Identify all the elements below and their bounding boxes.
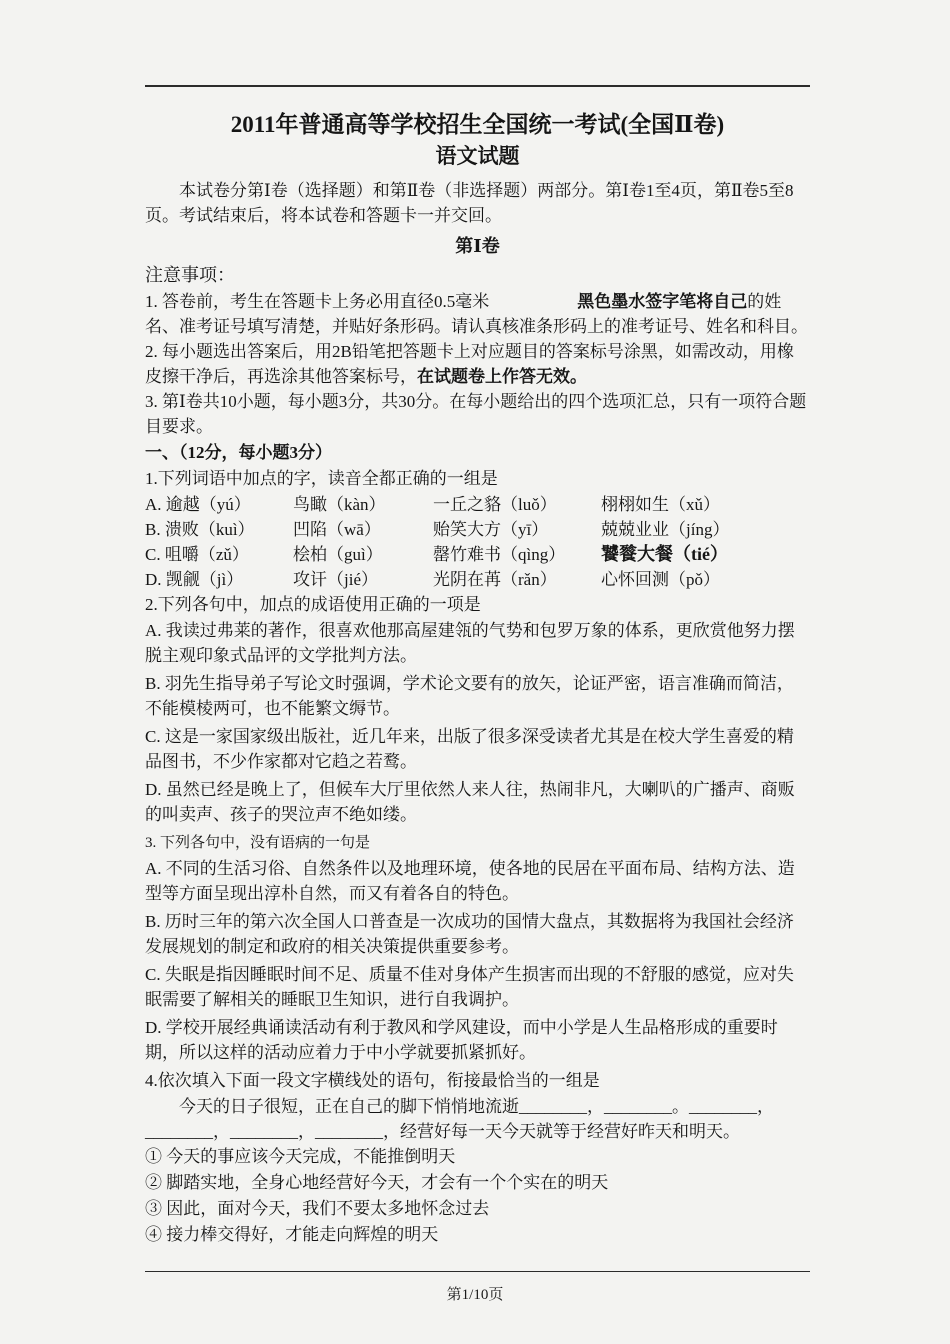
word-option: 心怀回测（pǒ） [601,570,720,589]
header-rule [145,85,810,87]
question-4-passage: 今天的日子很短，正在自己的脚下悄悄地流逝________，________。________，________，________，________，经营好每一天今天就等于经营好昨天和明天。 [145,1097,774,1141]
word-option: 鸟瞰（kàn） [293,495,386,514]
doc-subtitle: 语文试题 [435,144,520,168]
question-4-item-2: ② 脚踏实地，全身心地经营好今天，才会有一个个实在的明天 [145,1173,609,1192]
doc-title: 2011年普通高等学校招生全国统一考试(全国Ⅱ卷) [230,112,725,137]
question-1-stem: 1.下列词语中加点的字，读音全都正确的一组是 [145,469,498,488]
question-4-item-4: ④ 接力棒交得好，才能走向辉煌的明天 [145,1225,439,1244]
word-option: 凹陷（wā） [293,520,381,539]
word-option: 贻笑大方（yī） [433,520,549,539]
question-3-option-b: B. 历时三年的第六次全国人口普查是一次成功的国情大盘点，其数据将为我国社会经济发展规划的制定和政府的相关决策提供重要参考。 [145,912,794,956]
notice-item-1-post: 的姓名、准考证号填写清楚，并贴好条形码。请认真核准条形码上的准考证号、姓名和科目。 [145,292,808,336]
intro-paragraph: 本试卷分第Ⅰ卷（选择题）和第Ⅱ卷（非选择题）两部分。第Ⅰ卷1至4页，第Ⅱ卷5至8页。考试结束后，将本试卷和答题卡一并交回。 [145,181,794,225]
question-3-option-d: D. 学校开展经典诵读活动有利于教风和学风建设，而中小学是人生品格形成的重要时期，所以这样的活动应着力于中小学就要抓紧抓好。 [145,1018,778,1062]
question-2-option-d: D. 虽然已经是晚上了，但候车大厅里依然人来人往，热闹非凡，大喇叭的广播声、商贩的叫卖声、孩子的哭泣声不绝如缕。 [145,780,795,824]
question-2-option-c: C. 这是一家国家级出版社，近几年来，出版了很多深受读者尤其是在校大学生喜爱的精品图书，不少作家都对它趋之若鹜。 [145,727,794,771]
question-2-option-a: A. 我读过弗莱的著作，很喜欢他那高屋建瓴的气势和包罗万象的体系，更欣赏他努力摆脱主观印象式品评的文学批判方法。 [145,621,795,665]
question-1-option-a [145,492,810,517]
question-4-stem: 4.依次填入下面一段文字横线处的语句，衔接最恰当的一组是 [145,1071,600,1090]
word-option: 光阴在苒（rǎn） [433,570,557,589]
notice-item-1 [145,289,810,339]
notice-item-2-bold: 在试题卷上作答无效。 [417,367,587,386]
question-3-option-c: C. 失眠是指因睡眠时间不足、质量不佳对身体产生损害而出现的不舒服的感觉，应对失眠需要了解相关的睡眠卫生知识，进行自我调护。 [145,965,794,1009]
question-1-option-d [145,567,810,592]
question-1-option-c [145,542,810,567]
page-number: 第1/10页 [446,1287,504,1303]
question-3-stem: 3. 下列各句中，没有语病的一句是 [145,835,371,851]
notice-item-2-pre: 2. 每小题选出答案后，用2B铅笔把答题卡上对应题目的答案标号涂黑，如需改动，用橡皮擦干净后，再选涂其他答案标号， [145,342,794,386]
word-option: D. 觊觎（jì） [145,570,244,589]
word-option: 桧柏（guì） [293,545,383,564]
notice-item-1-bold: 黑色墨水签字笔将自己 [577,292,748,311]
notice-item-2 [145,339,810,389]
section-one-heading: 一、（12分，每小题3分） [145,443,332,462]
question-4-item-1: ① 今天的事应该今天完成，不能推倒明天 [145,1147,456,1166]
question-3-option-a: A. 不同的生活习俗、自然条件以及地理环境，使各地的民居在平面布局、结构方法、造型等方面呈现出淳朴自然，而又有着各自的特色。 [145,859,795,903]
word-option: 攻讦（jié） [293,570,378,589]
notice-heading: 注意事项： [145,265,235,285]
word-option: 一丘之貉（luǒ） [433,495,557,514]
part1-heading: 第Ⅰ卷 [455,236,500,256]
word-option: B. 溃败（kuì） [145,520,255,539]
word-option: 饕餮大餐（tié） [601,544,728,564]
word-option: 罄竹难书（qìng） [433,545,566,564]
question-2-stem: 2.下列各句中，加点的成语使用正确的一项是 [145,595,481,614]
notice-item-3: 3. 第Ⅰ卷共10小题，每小题3分，共30分。在每小题给出的四个选项汇总，只有一项符合题目要求。 [145,392,807,436]
document-content [145,96,810,1248]
word-option: A. 逾越（yú） [145,495,251,514]
word-option: C. 咀嚼（zǔ） [145,545,249,564]
question-4-item-3: ③ 因此，面对今天，我们不要太多地怀念过去 [145,1199,490,1218]
question-1-option-b [145,517,810,542]
word-option: 栩栩如生（xǔ） [601,495,720,514]
footer-rule [145,1271,810,1272]
notice-item-1-pre: 1. 答卷前，考生在答题卡上务必用直径0.5毫米 [145,292,490,311]
word-option: 兢兢业业（jíng） [601,520,730,539]
question-2-option-b: B. 羽先生指导弟子写论文时强调，学术论文要有的放矢，论证严密，语言准确而简洁，不能模棱两可，也不能繁文缛节。 [145,674,794,718]
